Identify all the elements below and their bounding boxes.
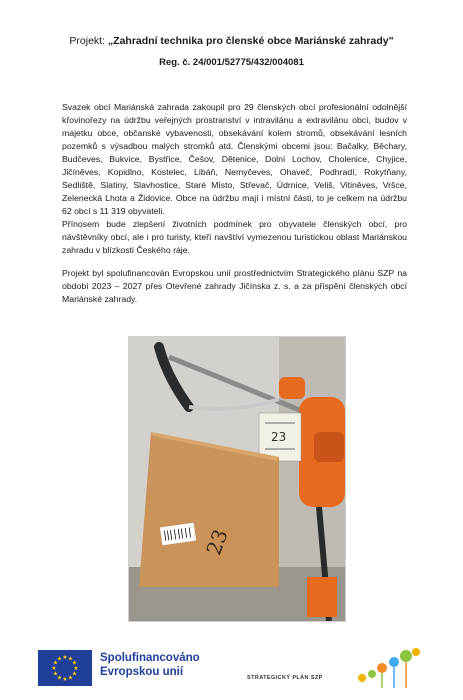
paragraph-benefits: Přínosem bude zlepšení životních podmínek pro obyvatele členských obcí, pro návštěvníky obcí, ale i pro turisty, kteří navštíví vymezenou turistickou oblast Mariánskou zahradu v blízkosti Českého ráje. — [62, 219, 407, 255]
eu-line-2: Evropskou unií — [100, 666, 184, 678]
eu-flag-icon — [38, 650, 92, 686]
svg-text:★: ★ — [52, 670, 59, 678]
footer-logos — [0, 640, 463, 700]
svg-text:★: ★ — [51, 665, 57, 672]
svg-text:★: ★ — [52, 659, 59, 667]
eu-line-1: Spolufinancováno — [100, 652, 200, 664]
svg-text:★: ★ — [67, 655, 74, 663]
szp-label: STRATEGICKÝ PLÁN SZP — [247, 675, 323, 681]
registration-number: Reg. č. 24/001/52775/432/004081 — [159, 57, 304, 68]
project-prefix: Projekt: — [69, 35, 108, 47]
svg-text:★: ★ — [62, 676, 68, 683]
svg-text:★: ★ — [56, 655, 63, 663]
svg-text:★: ★ — [71, 670, 78, 678]
svg-text:★: ★ — [73, 665, 79, 672]
project-name: „Zahradní technika pro členské obce Mariánské zahrady" — [107, 35, 394, 47]
product-photo — [128, 336, 346, 622]
svg-text:★: ★ — [67, 674, 74, 682]
tag-number: 23 — [271, 430, 287, 444]
paragraph-funding: Projekt byl spolufinancován Evropskou unií prostřednictvím Strategického plánu SZP na období 2023 – 2027 přes Otevřené zahrady Jičínska z. s. a za přispění členských obcí Mariánské zahrady. — [62, 268, 407, 304]
project-title — [0, 34, 463, 48]
eu-cofinanced-label — [100, 651, 200, 679]
svg-text:★: ★ — [56, 674, 63, 682]
paragraph-description: Svazek obcí Mariánská zahrada zakoupil pro 29 členských obcí profesionální odolnější křovinořezy na údržbu veřejných prostranství v intravilánu a extravilánu obcí, budov v majetku obce, občanské vybavenosti, obsekávání kolem stromů, obsekávání lesních pozemků s výsadbou malých stromků atd. Členskými obcemi jsou: Bačalky, Běchary, Budčeves, Bukvice, Bystřice, Češov, Dětenice, Dolní Lochov, Cholenice, Chyjice, Jičíněves, Kopidlno, Kostelec, Libáň, Nemyčeves, Ohaveč, Podhradí, Rokytňany, Sedliště, Slatiny, Slavhostice, Staré Místo, Střevač, Údrnice, Veliš, Vitiněves, Vršce, Zelenecká Lhota a Židovice. Obce na údržbu mají i místní části, to je celkem na údržbu 62 obcí s 11 319 obyvateli. — [62, 102, 407, 216]
box-handwriting: 23 — [201, 526, 233, 559]
svg-text:★: ★ — [62, 654, 68, 661]
szp-logo-icon — [350, 644, 426, 690]
svg-text:★: ★ — [71, 659, 78, 667]
